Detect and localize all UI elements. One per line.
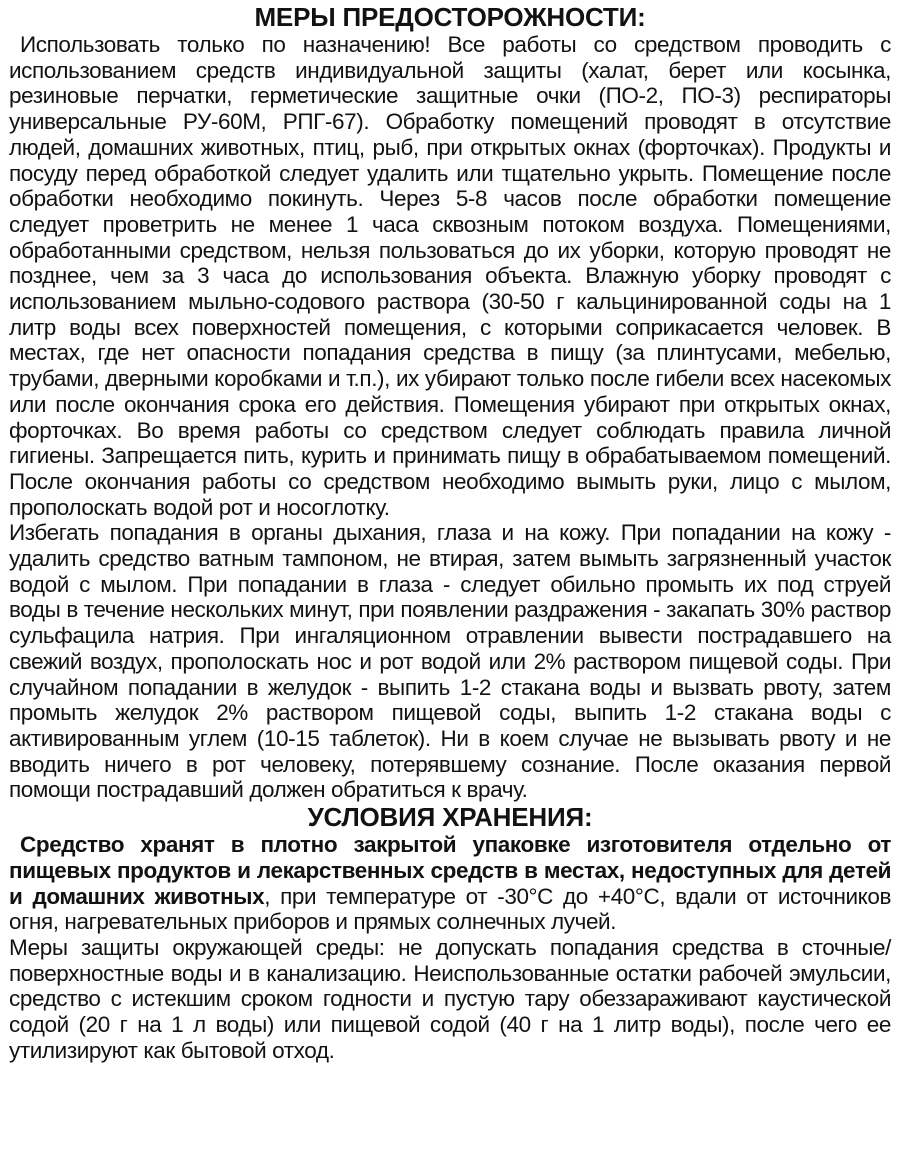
storage-conditions-rest: , при температуре от -30°С до +40°С, вдали от источников огня, нагревательных приборов и прямых солнечных лучей. <box>9 883 891 935</box>
environment-paragraph: Меры защиты окружающей среды: не допускать попадания средства в сточные/поверхностные воды и в канализацию. Неиспользованные остатки рабочей эмульсии, средство с истекшим сроком годности и пустую тару обеззараживают каустической содой (20 г на 1 л воды) или пищевой содой (40 г на 1 литр воды), после чего ее утилизируют как бытовой отход. <box>9 934 891 1063</box>
precautions-heading: МЕРЫ ПРЕДОСТОРОЖНОСТИ: <box>254 2 646 32</box>
storage-conditions-bold: Средство хранят в плотно закрытой упаковке изготовителя отдельно от пищевых продуктов и лекарственных средств в местах, недоступных для детей и домашних животных <box>9 832 891 909</box>
storage-conditions-paragraph <box>9 832 891 935</box>
storage-heading: УСЛОВИЯ ХРАНЕНИЯ: <box>307 802 593 833</box>
usage-paragraph: Использовать только по назначению! Все работы со средством проводить с использованием средств индивидуальной защиты (халат, берет или косынка, резиновые перчатки, герметические защитные очки (ПО-2, ПО-3) респираторы универсальные РУ-60М, РПГ-67). Обработку помещений проводят в отсутствие людей, домашних животных, птиц, рыб, при открытых окнах (форточках). Продукты и посуду перед обработкой следует удалить или тщательно укрыть. Помещение после обработки необходимо покинуть. Через 5-8 часов после обработки помещение следует проветрить не менее 1 часа сквозным потоком воздуха. Помещениями, обработанными средством, нельзя пользоваться до их уборки, которую проводят не позднее, чем за 3 часа до использования объекта. Влажную уборку проводят с использованием мыльно-содового раствора (30-50 г кальцинированной соды на 1 литр воды всех поверхностей помещения, с которыми соприкасается человек. В местах, где нет опасности попадания средства в пищу (за плинтусами, мебелью, трубами, дверными коробками и т.п.), их убирают только после гибели всех насекомых или после окончания срока его действия. Помещения убирают при открытых окнах, форточках. Во время работы со средством следует соблюдать правила личной гигиены. Запрещается пить, курить и принимать пищу в обрабатываемом помещений. После окончания работы со средством необходимо вымыть руки, лицо с мылом, прополоскать водой рот и носоглотку. <box>9 32 891 520</box>
first-aid-paragraph: Избегать попадания в органы дыхания, глаза и на кожу. При попадании на кожу - удалить средство ватным тампоном, не втирая, затем вымыть загрязненный участок водой с мылом. При попадании в глаза - следует обильно промыть их под струей воды в течение нескольких минут, при появлении раздражения - закапать 30% раствор сульфацила натрия. При ингаляционном отравлении вывести пострадавшего на свежий воздух, прополоскать нос и рот водой или 2% раствором пищевой соды. При случайном попадании в желудок - выпить 1-2 стакана воды и вызвать рвоту, затем промыть желудок 2% раствором пищевой соды, выпить 1-2 стакана воды с активированным углем (10-15 таблеток). Ни в коем случае не вызывать рвоту и не вводить ничего в рот человеку, потерявшему сознание. После оказания первой помощи пострадавший должен обратиться к врачу. <box>9 520 891 803</box>
